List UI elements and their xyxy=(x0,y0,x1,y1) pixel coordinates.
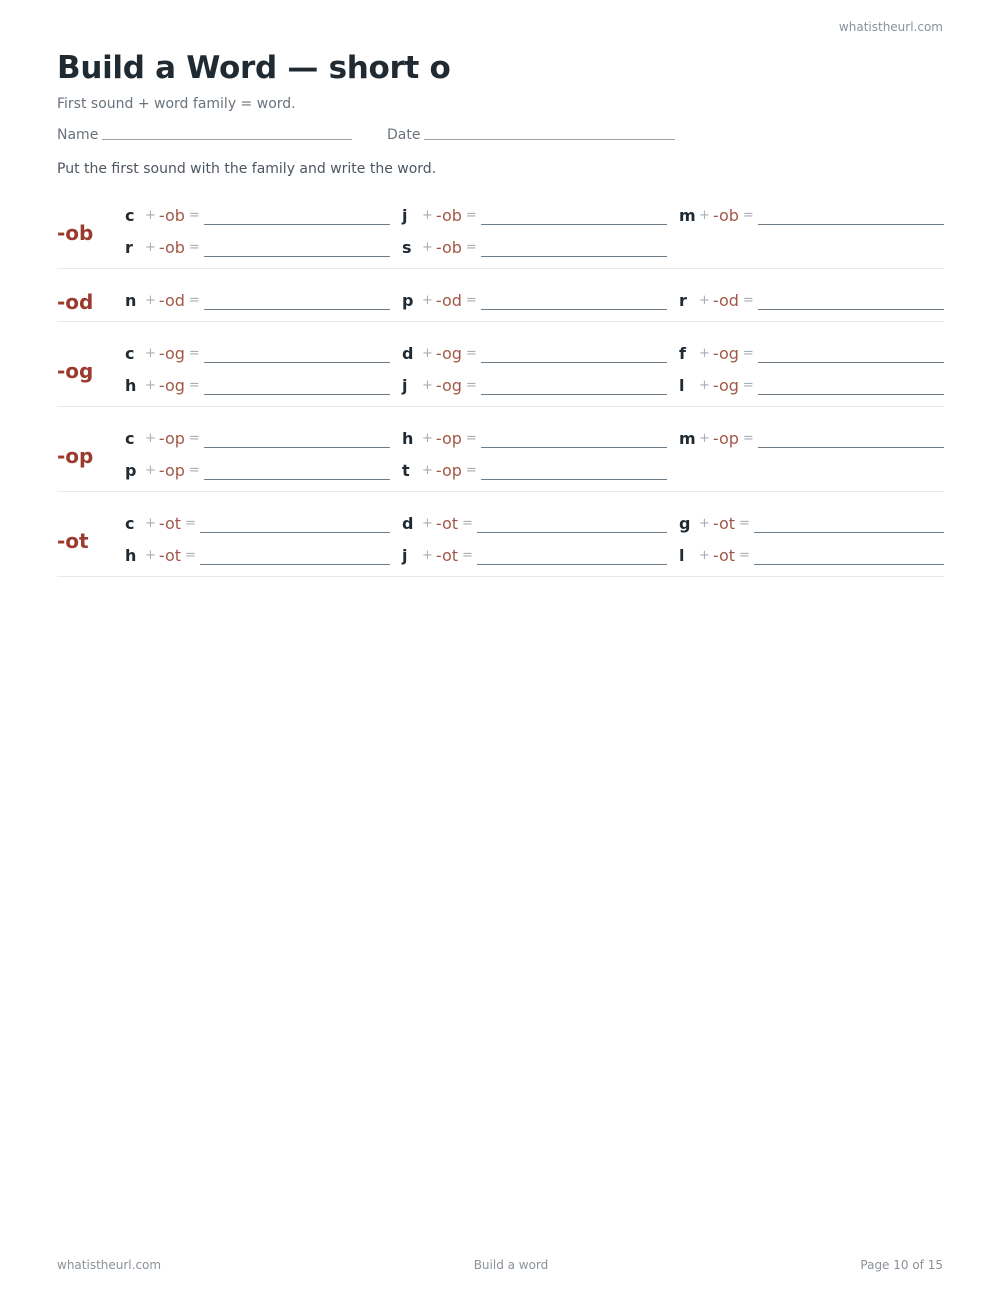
first-sound: f xyxy=(679,344,686,363)
equals-sign: = xyxy=(739,516,750,531)
family-label: -op xyxy=(57,444,94,468)
word-row xyxy=(57,288,944,312)
equals-sign: = xyxy=(185,548,196,563)
equals-sign: = xyxy=(188,346,200,361)
plus-sign: + xyxy=(422,378,433,393)
word-build-item xyxy=(402,458,667,482)
equals-sign: = xyxy=(465,431,477,446)
word-family: -og xyxy=(435,344,462,363)
equals-sign: = xyxy=(465,293,477,308)
word-family: -og xyxy=(712,344,739,363)
equals-sign: = xyxy=(462,548,473,563)
word-build-item xyxy=(125,203,390,227)
word-family: -od xyxy=(158,291,185,310)
word-family: -ot xyxy=(435,514,459,533)
first-sound: g xyxy=(679,514,691,533)
word-family-sections xyxy=(57,198,944,577)
word-build-item xyxy=(402,235,667,259)
word-family: -og xyxy=(435,376,462,395)
answer-write-line[interactable] xyxy=(204,362,390,363)
equals-sign: = xyxy=(188,378,200,393)
plus-sign: + xyxy=(699,516,710,531)
word-build-item xyxy=(125,543,390,567)
first-sound: c xyxy=(125,514,135,533)
family-label: -og xyxy=(57,359,94,383)
first-sound: t xyxy=(402,461,410,480)
first-sound: m xyxy=(679,429,696,448)
word-family: -ot xyxy=(158,546,182,565)
equals-sign: = xyxy=(185,516,196,531)
answer-write-line[interactable] xyxy=(481,479,667,480)
word-build-item xyxy=(125,373,390,397)
first-sound: l xyxy=(679,546,685,565)
answer-write-line[interactable] xyxy=(204,224,390,225)
word-family: -og xyxy=(158,344,185,363)
equals-sign: = xyxy=(742,293,754,308)
plus-sign: + xyxy=(422,431,433,446)
plus-sign: + xyxy=(422,346,433,361)
equals-sign: = xyxy=(188,293,200,308)
word-build-item xyxy=(125,458,390,482)
word-row xyxy=(57,235,944,259)
footer-page-number: Page 10 of 15 xyxy=(860,1258,943,1272)
equals-sign: = xyxy=(462,516,473,531)
equals-sign: = xyxy=(465,346,477,361)
word-family: -ob xyxy=(435,238,462,257)
first-sound: n xyxy=(125,291,137,310)
plus-sign: + xyxy=(699,208,710,223)
answer-write-line[interactable] xyxy=(754,532,944,533)
word-build-item xyxy=(679,341,944,365)
footer-title: Build a word xyxy=(473,1258,549,1272)
plus-sign: + xyxy=(422,516,433,531)
word-row xyxy=(57,543,944,567)
answer-write-line[interactable] xyxy=(200,564,390,565)
plus-sign: + xyxy=(422,293,433,308)
word-family: -op xyxy=(435,429,462,448)
answer-write-line[interactable] xyxy=(758,224,944,225)
word-family: -op xyxy=(158,461,185,480)
word-row xyxy=(57,203,944,227)
plus-sign: + xyxy=(422,208,433,223)
answer-write-line[interactable] xyxy=(481,447,667,448)
word-build-item xyxy=(402,288,667,312)
word-family: -ot xyxy=(435,546,459,565)
date-label: Date xyxy=(387,127,421,143)
first-sound: r xyxy=(125,238,133,257)
answer-write-line[interactable] xyxy=(204,447,390,448)
word-build-item xyxy=(125,235,390,259)
answer-write-line[interactable] xyxy=(758,447,944,448)
plus-sign: + xyxy=(699,293,710,308)
plus-sign: + xyxy=(145,516,156,531)
equals-sign: = xyxy=(742,208,754,223)
word-row xyxy=(57,373,944,397)
first-sound: p xyxy=(402,291,414,310)
answer-write-line[interactable] xyxy=(481,256,667,257)
word-row xyxy=(57,341,944,365)
name-write-line[interactable] xyxy=(102,139,352,140)
first-sound: m xyxy=(679,206,696,225)
word-build-item xyxy=(679,373,944,397)
word-build-item xyxy=(679,288,944,312)
name-label: Name xyxy=(57,127,99,143)
answer-write-line[interactable] xyxy=(754,564,944,565)
word-build-item xyxy=(679,203,944,227)
family-section xyxy=(57,421,944,492)
name-field[interactable] xyxy=(57,127,352,143)
plus-sign: + xyxy=(145,208,156,223)
plus-sign: + xyxy=(145,463,156,478)
first-sound: j xyxy=(402,546,408,565)
answer-write-line[interactable] xyxy=(204,256,390,257)
site-url-header: whatistheurl.com xyxy=(838,20,943,34)
word-family: -od xyxy=(435,291,462,310)
plus-sign: + xyxy=(422,463,433,478)
answer-write-line[interactable] xyxy=(481,309,667,310)
plus-sign: + xyxy=(699,378,710,393)
answer-write-line[interactable] xyxy=(204,309,390,310)
plus-sign: + xyxy=(699,431,710,446)
plus-sign: + xyxy=(699,346,710,361)
first-sound: c xyxy=(125,344,135,363)
first-sound: s xyxy=(402,238,412,257)
equals-sign: = xyxy=(742,378,754,393)
word-family: -ob xyxy=(435,206,462,225)
answer-write-line[interactable] xyxy=(481,362,667,363)
equals-sign: = xyxy=(465,240,477,255)
first-sound: l xyxy=(679,376,685,395)
plus-sign: + xyxy=(145,378,156,393)
first-sound: h xyxy=(125,546,137,565)
first-sound: h xyxy=(402,429,414,448)
word-build-item xyxy=(125,341,390,365)
first-sound: h xyxy=(125,376,137,395)
word-build-item xyxy=(679,511,944,535)
family-section xyxy=(57,198,944,269)
equals-sign: = xyxy=(465,378,477,393)
word-family: -op xyxy=(435,461,462,480)
equals-sign: = xyxy=(188,240,200,255)
plus-sign: + xyxy=(422,240,433,255)
word-row xyxy=(57,511,944,535)
first-sound: j xyxy=(402,206,408,225)
answer-write-line[interactable] xyxy=(200,532,390,533)
word-build-item xyxy=(125,288,390,312)
answer-write-line[interactable] xyxy=(477,564,667,565)
equals-sign: = xyxy=(188,463,200,478)
word-build-item xyxy=(679,426,944,450)
answer-write-line[interactable] xyxy=(758,362,944,363)
first-sound: p xyxy=(125,461,137,480)
plus-sign: + xyxy=(145,240,156,255)
footer-site: whatistheurl.com xyxy=(57,1258,162,1272)
date-field[interactable] xyxy=(387,127,675,143)
answer-write-line[interactable] xyxy=(204,394,390,395)
plus-sign: + xyxy=(422,548,433,563)
family-section xyxy=(57,506,944,577)
word-build-item xyxy=(125,511,390,535)
equals-sign: = xyxy=(188,208,200,223)
first-sound: d xyxy=(402,344,414,363)
name-date-fields xyxy=(57,127,697,145)
first-sound: d xyxy=(402,514,414,533)
answer-write-line[interactable] xyxy=(481,394,667,395)
word-build-item xyxy=(402,511,667,535)
plus-sign: + xyxy=(145,431,156,446)
word-build-item xyxy=(402,203,667,227)
instructions: Put the first sound with the family and write the word. xyxy=(57,161,437,177)
word-row xyxy=(57,426,944,450)
word-build-item xyxy=(402,426,667,450)
plus-sign: + xyxy=(145,346,156,361)
answer-write-line[interactable] xyxy=(477,532,667,533)
plus-sign: + xyxy=(145,293,156,308)
word-family: -op xyxy=(158,429,185,448)
equals-sign: = xyxy=(742,346,754,361)
family-label: -od xyxy=(57,290,94,314)
equals-sign: = xyxy=(739,548,750,563)
answer-write-line[interactable] xyxy=(758,309,944,310)
word-build-item xyxy=(679,543,944,567)
answer-write-line[interactable] xyxy=(204,479,390,480)
equals-sign: = xyxy=(188,431,200,446)
word-build-item xyxy=(402,341,667,365)
word-family: -od xyxy=(712,291,739,310)
first-sound: c xyxy=(125,429,135,448)
word-family: -ot xyxy=(158,514,182,533)
page-title: Build a Word — short o xyxy=(57,50,451,86)
word-family: -ob xyxy=(158,238,185,257)
page-subtitle: First sound + word family = word. xyxy=(57,96,296,112)
answer-write-line[interactable] xyxy=(758,394,944,395)
word-build-item xyxy=(402,373,667,397)
word-family: -op xyxy=(712,429,739,448)
word-build-item xyxy=(125,426,390,450)
family-section xyxy=(57,283,944,322)
equals-sign: = xyxy=(742,431,754,446)
word-build-item xyxy=(402,543,667,567)
word-family: -og xyxy=(712,376,739,395)
word-family: -og xyxy=(158,376,185,395)
first-sound: r xyxy=(679,291,687,310)
word-family: -ob xyxy=(712,206,739,225)
first-sound: c xyxy=(125,206,135,225)
equals-sign: = xyxy=(465,208,477,223)
plus-sign: + xyxy=(699,548,710,563)
plus-sign: + xyxy=(145,548,156,563)
word-family: -ot xyxy=(712,514,736,533)
family-label: -ob xyxy=(57,221,94,245)
family-label: -ot xyxy=(57,529,89,553)
first-sound: j xyxy=(402,376,408,395)
answer-write-line[interactable] xyxy=(481,224,667,225)
date-write-line[interactable] xyxy=(424,139,675,140)
word-family: -ot xyxy=(712,546,736,565)
family-section xyxy=(57,336,944,407)
equals-sign: = xyxy=(465,463,477,478)
word-family: -ob xyxy=(158,206,185,225)
word-row xyxy=(57,458,944,482)
